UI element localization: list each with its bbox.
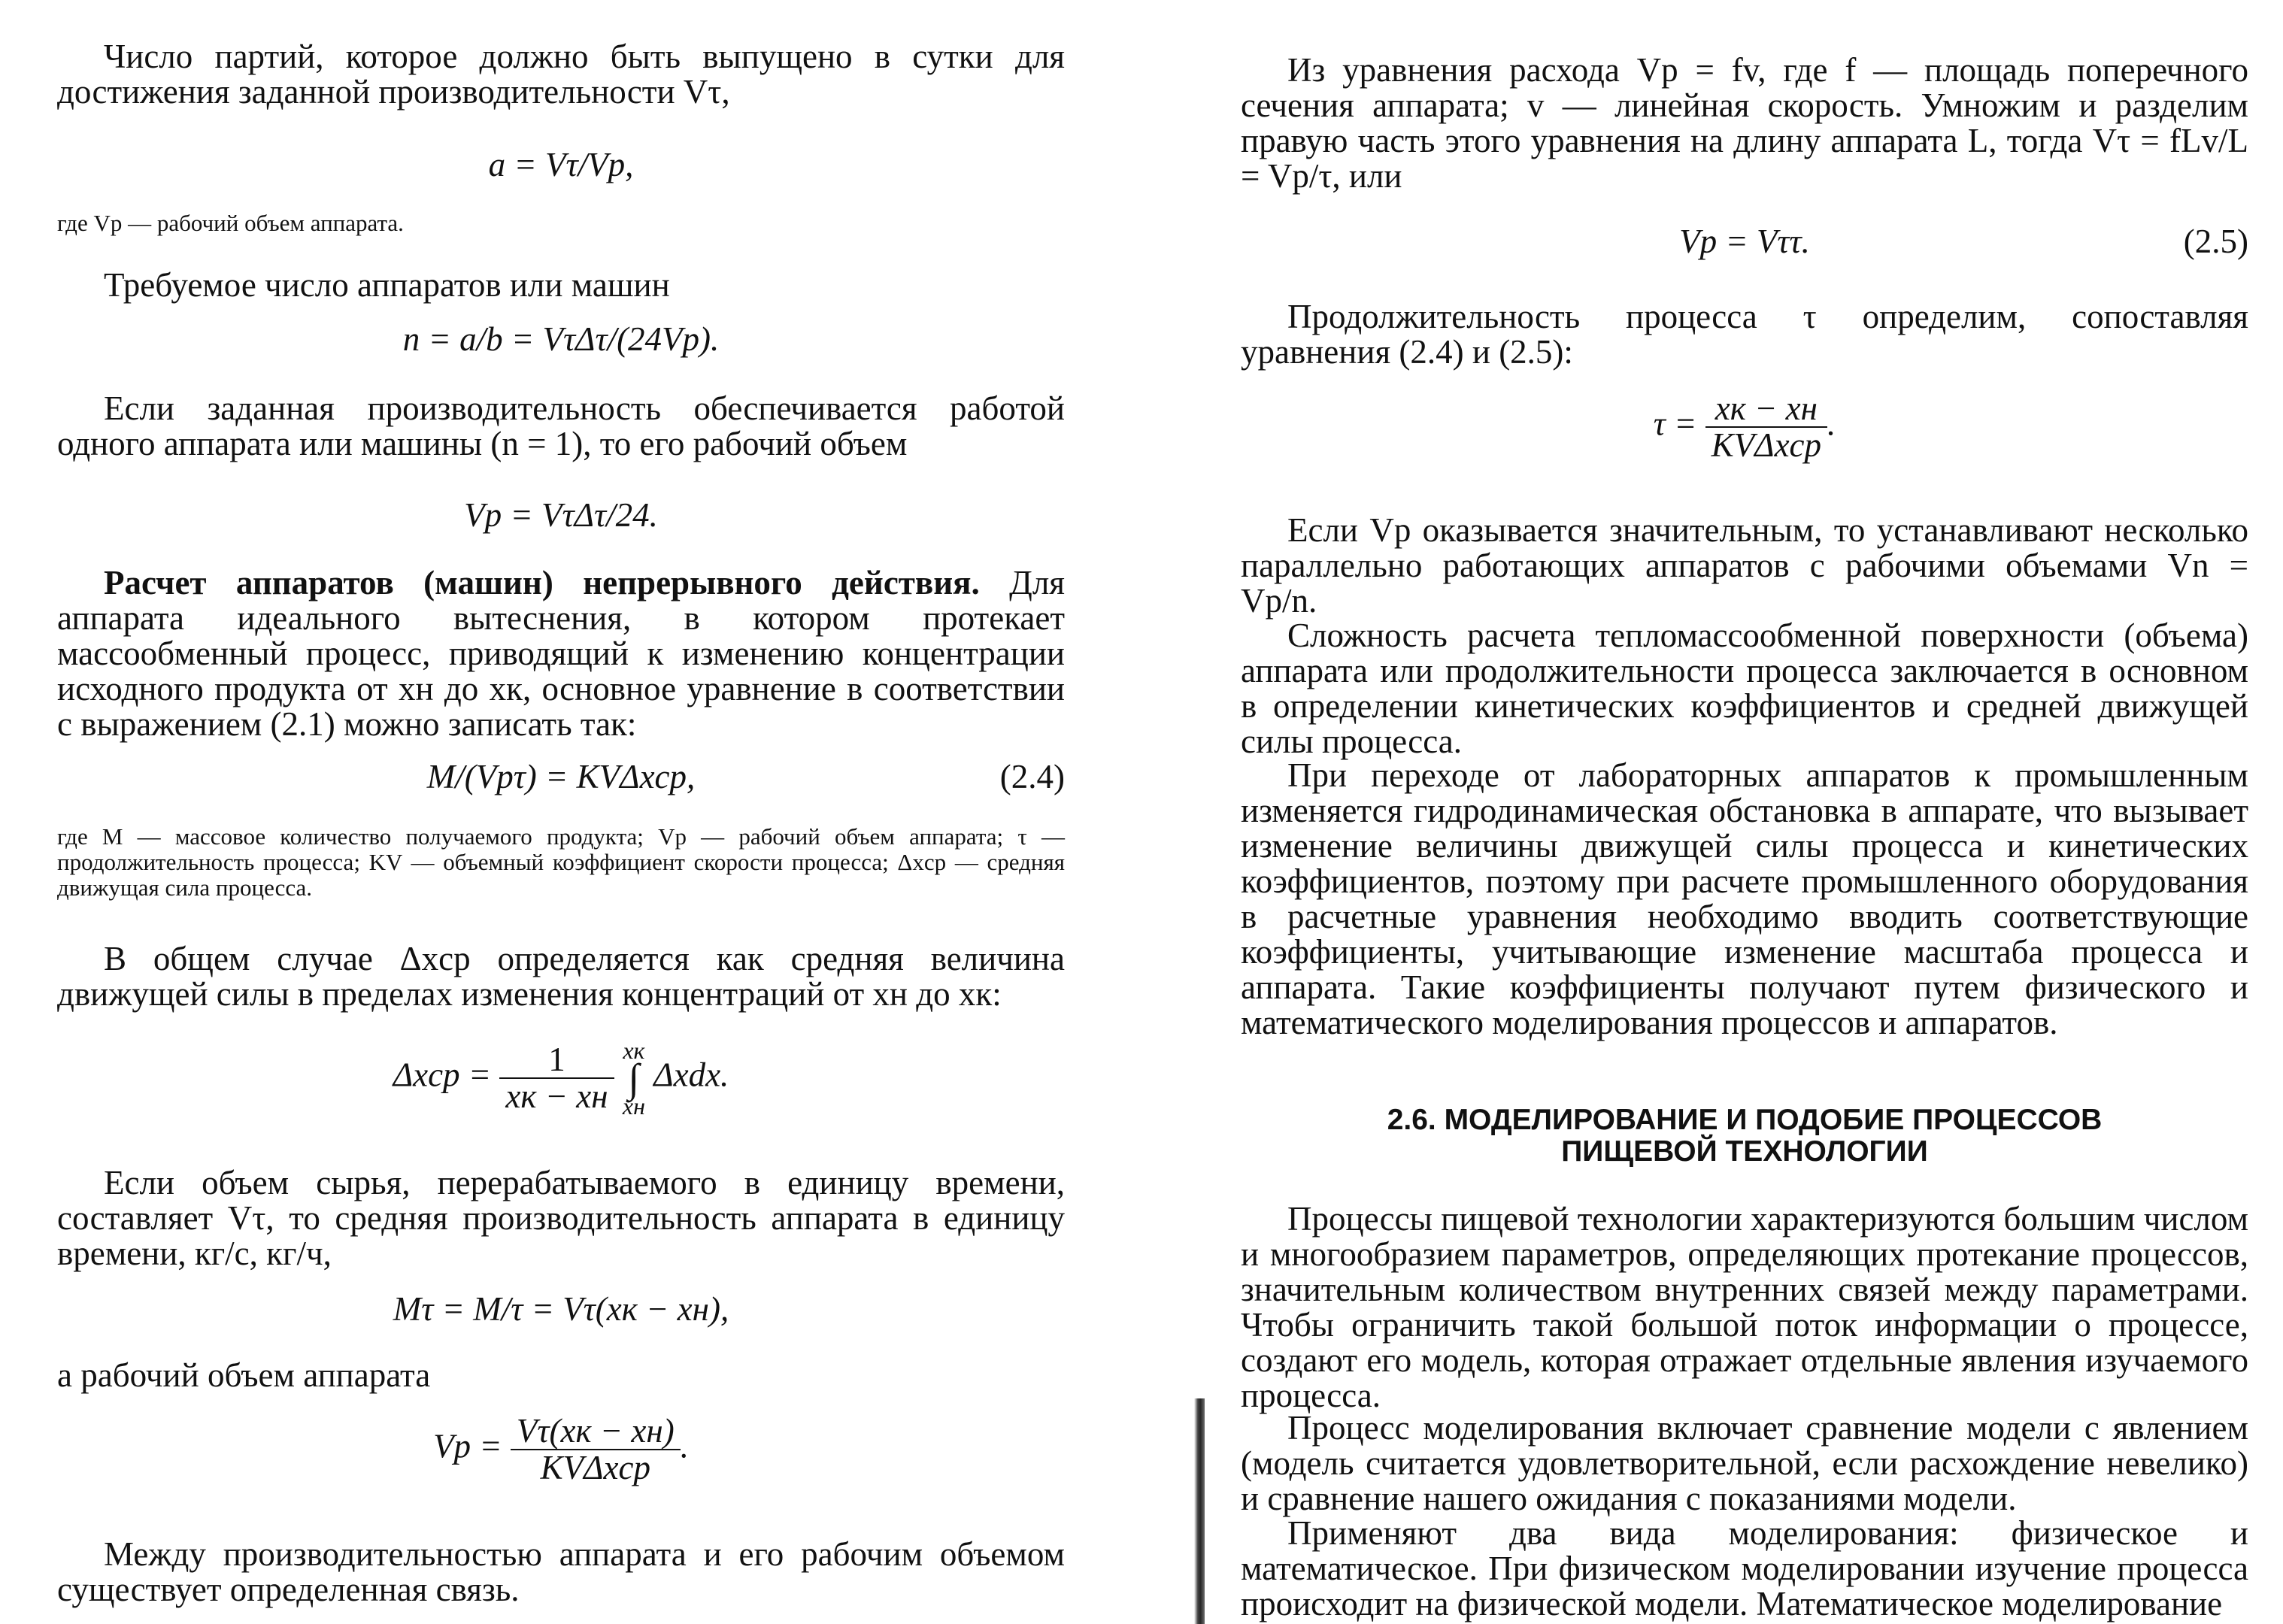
equation-end: . <box>1827 404 1836 443</box>
paragraph: Продолжительность процесса τ определим, сопоставляя уравнения (2.4) и (2.5): <box>1241 298 2248 371</box>
fraction <box>499 1042 614 1114</box>
numerator: 1 <box>499 1042 614 1079</box>
paragraph: Процесс моделирования включает сравнение модели с явлением (модель считается удовлетворительной, если расхождение невелико) и сравнение нашего ожидания с показаниями модели. <box>1241 1409 2248 1517</box>
lower-limit: xн <box>622 1092 645 1120</box>
equation: Vр = VτΔτ/24. <box>464 496 658 534</box>
fraction-equation <box>57 1413 1065 1486</box>
note: где Vр — рабочий объем аппарата. <box>57 210 404 236</box>
equation: n = a/b = VτΔτ/(24Vр). <box>402 320 720 358</box>
equation: Mτ = M/τ = Vτ(xк − xн), <box>393 1290 729 1328</box>
note: где M — массовое количество получаемого продукта; Vр — рабочий объем аппарата; τ — продолжительность процесса; KV — объемный коэффициент скорости процесса; Δxср — средняя движущая сила процесса. <box>57 823 1065 901</box>
paragraph: Из уравнения расхода Vр = fv, где f — площадь поперечного сечения аппарата; v — линейная скорость. Умножим и разделим правую часть этого уравнения на длину аппарата L, тогда Vτ = fLv/L = Vр/τ, или <box>1241 51 2248 195</box>
paragraph: В общем случае Δxср определяется как средняя величина движущей силы в пределах изменения концентраций от xн до xк: <box>57 940 1065 1013</box>
fraction <box>1705 391 1827 463</box>
paragraph: Требуемое число аппаратов или машин <box>104 266 670 304</box>
fraction <box>511 1413 681 1486</box>
equation-text: Vр = Vττ. <box>1679 223 1810 260</box>
paragraph: Если Vр оказывается значительным, то устанавливают несколько параллельно работающих аппаратов с рабочими объемами Vn = Vр/n. <box>1241 511 2248 620</box>
paragraph: Процессы пищевой технологии характеризуются большим числом и многообразием параметров, определяющих протекание процессов, значительным количеством внутренних связей между параметрами. Чтобы ограничить такой большой поток информации о процессе, создают его модель, которая отражает отдельные явления изучаемого процесса. <box>1241 1200 2248 1414</box>
integral-sign: ∫ <box>628 1056 640 1101</box>
section-heading: ПИЩЕВОЙ ТЕХНОЛОГИИ <box>1561 1135 1928 1168</box>
upper-limit: xк <box>623 1037 645 1064</box>
paragraph: Применяют два вида моделирования: физическое и математическое. При физическом моделировании изучение процесса происходит на физической модели. Математическое моделирование <box>1241 1514 2248 1622</box>
equation-end: . <box>680 1427 689 1465</box>
equation-lhs: Vр = <box>433 1427 502 1465</box>
numerator: Vτ(xк − xн) <box>511 1413 681 1450</box>
paragraph: При переходе от лабораторных аппаратов к промышленным изменяется гидродинамическая обстановка в аппарате, что вызывает изменение величины движущей силы процесса и кинетических коэффициентов, поэтому при расчете промышленного оборудования в расчетные уравнения необходимо вводить соответствующие коэффициенты, учитывающие изменение масштаба процесса и аппарата. Такие коэффициенты получают путем физического и математического моделирования процессов и аппаратов. <box>1241 756 2248 1041</box>
equation-rhs: Δxdx. <box>653 1056 729 1094</box>
equation <box>1241 224 2248 259</box>
integral <box>623 1038 645 1119</box>
fraction-equation <box>1241 391 2248 463</box>
numerator: xк − xн <box>1705 391 1827 428</box>
paragraph: Если заданная производительность обеспечивается работой одного аппарата или машины (n = 1), то его рабочий объем <box>57 389 1065 462</box>
paragraph: Между производительностью аппарата и его рабочим объемом существует определенная связь. <box>57 1535 1065 1608</box>
equation-number: (2.4) <box>999 758 1065 795</box>
equation-lhs: τ = <box>1653 404 1697 443</box>
integral-equation <box>57 1038 1065 1119</box>
paragraph: Сложность расчета тепломассообменной поверхности (объема) аппарата или продолжительности процесса заключается в основном в определении кинетических коэффициентов и средней движущей силы процесса. <box>1241 617 2248 760</box>
denominator: xк − xн <box>505 1077 608 1115</box>
equation <box>57 759 1065 795</box>
equation-text: M/(Vрτ) = KVΔxср, <box>426 758 696 795</box>
paragraph: Число партий, которое должно быть выпущено в сутки для достижения заданной производительности Vτ, <box>57 38 1065 111</box>
paragraph: а рабочий объем аппарата <box>57 1356 431 1394</box>
section-heading: 2.6. МОДЕЛИРОВАНИЕ И ПОДОБИЕ ПРОЦЕССОВ <box>1387 1104 2103 1136</box>
paragraph-text: Для аппарата идеального вытеснения, в котором протекает массообменный процесс, приводящий к изменению концентрации исходного продукта от xн до xк, основное уравнение в соответствии с выражением (2.1) можно записать так: <box>57 564 1065 743</box>
paragraph <box>57 565 1065 742</box>
denominator: KVΔxср <box>1711 426 1822 464</box>
equation-lhs: Δxср = <box>393 1056 492 1094</box>
subheading: Расчет аппаратов (машин) непрерывного действия. <box>104 564 980 601</box>
equation-number: (2.5) <box>2183 223 2248 260</box>
denominator: KVΔxср <box>540 1449 650 1486</box>
paragraph: Если объем сырья, перерабатываемого в единицу времени, составляет Vτ, то средняя производительность аппарата в единицу времени, кг/с, кг/ч, <box>57 1164 1065 1272</box>
binding-shadow <box>1194 1398 1205 1624</box>
equation: a = Vτ/Vр, <box>488 146 634 183</box>
